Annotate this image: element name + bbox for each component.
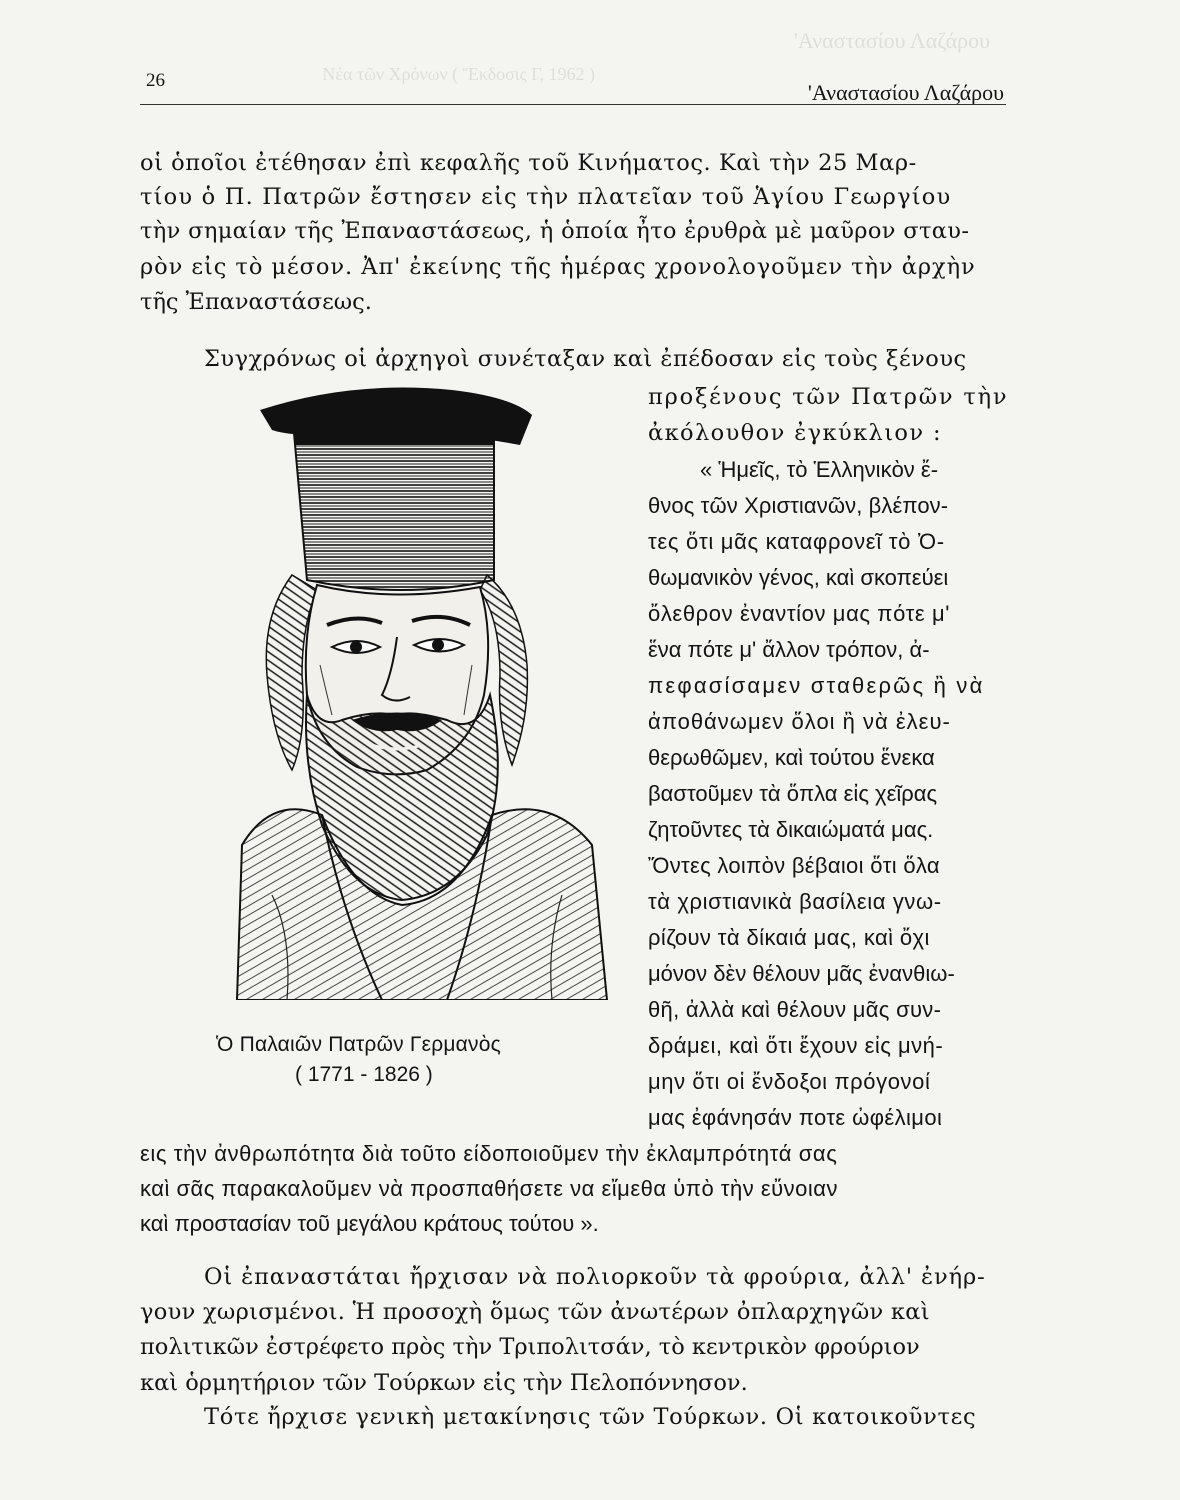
text-line: τῆς Ἐπαναστάσεως. [140,289,372,315]
quote-line: θωμανικὸν γένος, καὶ σκοπεύει [648,565,949,590]
running-head: 'Αναστασίου Λαζάρου [807,80,1004,105]
text-line: τὴν σημαίαν τῆς Ἐπαναστάσεως, ἡ ὁποία ἦτο ἐρυθρὰ μὲ μαῦρον σταυ- [140,218,970,244]
quote-line: θνος τῶν Χριστιανῶν, βλέπον- [648,493,949,518]
text-line: γουν χωρισμένοι. Ἡ προσοχὴ ὅμως τῶν ἀνωτέρων ὀπλαρχηγῶν καὶ [140,1299,930,1325]
text-line: ἀκόλουθον ἐγκύκλιον : [648,420,942,446]
text-line: Τότε ἤρχισε γενικὴ μετακίνησις τῶν Τούρκων. Οἱ κατοικοῦντες [204,1404,977,1430]
text-line: Συγχρόνως οἱ ἀρχηγοὶ συνέταξαν καὶ ἐπέδοσαν εἰς τοὺς ξένους [204,346,967,372]
quote-line: εις τὴν ἀνθρωπότητα διὰ τοῦτο είδοποιοῦμεν τὴν ἐκλαμπρότητά σας [140,1141,838,1166]
quote-line: μόνον δὲν θέλουν μᾶς ἐνανθιω- [648,961,955,986]
quote-line: τὰ χριστιανικὰ βασίλεια γνω- [648,889,942,914]
quote-line: ὄλεθρον ἐναντίον μας πότε μ' [648,601,951,626]
figure-caption-dates: ( 1771 - 1826 ) [295,1063,433,1086]
text-line: πολιτικῶν ἐστρέφετο πρὸς τὴν Τριπολιτσάν, τὸ κεντρικὸν φρούριον [140,1334,920,1360]
quote-line: τες ὅτι μᾶς καταφρονεῖ τὸ Ὀ- [648,529,945,554]
quote-line: ρίζουν τὰ δίκαιά μας, καὶ ὄχι [648,925,930,950]
text-line: Οἱ ἐπαναστάται ἤρχισαν νὰ πολιορκοῦν τὰ φρούρια, ἀλλ' ἐνήρ- [204,1264,986,1290]
page-number: 26 [146,70,165,91]
text-line: οἱ ὁποῖοι ἐτέθησαν ἐπὶ κεφαλῆς τοῦ Κινήματος. Καὶ τὴν 25 Μαρ- [140,150,917,176]
text-line: καὶ ὁρμητήριον τῶν Τούρκων εἰς τὴν Πελοπόννησον. [140,1370,748,1396]
quote-line: ἕνα πότε μ' ἄλλον τρόπον, ἀ- [648,637,930,662]
quote-line: βαστοῦμεν τὰ ὅπλα εἰς χεῖρας [648,781,938,806]
portrait-engraving [232,375,612,1000]
quote-line: « Ἡμεῖς, τὸ Ἑλληνικὸν ἔ- [700,457,939,482]
quote-line: Ὄντες λοιπὸν βέβαιοι ὅτι ὅλα [648,853,940,878]
quote-line: καὶ σᾶς παρακαλοῦμεν νὰ προσπαθήσετε να εἴμεθα ὑπὸ τὴν εὔνοιαν [140,1176,839,1201]
header-rule [140,104,1006,105]
quote-line: θῆ, ἀλλὰ καὶ θέλουν μᾶς συν- [648,997,942,1022]
quote-line: ἀποθάνωμεν ὅλοι ἢ νὰ ἐλευ- [648,709,951,734]
text-line: τίου ὁ Π. Πατρῶν ἔστησεν εἰς τὴν πλατεῖαν τοῦ Ἁγίου Γεωργίου [140,184,952,210]
figure-caption-name: Ὁ Παλαιῶν Πατρῶν Γερμανὸς [216,1033,501,1056]
show-through-text: 'Αναστασίου Λαζάρου [793,28,990,53]
quote-line: καὶ προστασίαν τοῦ μεγάλου κράτους τούτου ». [140,1211,599,1236]
quote-line: μην ὅτι οἱ ἔνδοξοι πρόγονοί [648,1069,931,1094]
kalimavkion-hat [260,388,532,591]
quote-line: μας ἐφάνησάν ποτε ὠφέλιμοι [648,1105,943,1130]
quote-line: θερωθῶμεν, καὶ τούτου ἕνεκα [648,745,935,770]
text-line: ρὸν εἰς τὸ μέσον. Ἀπ' ἐκείνης τῆς ἡμέρας χρονολογοῦμεν τὴν ἀρχὴν [140,254,976,280]
quote-line: δράμει, καὶ ὅτι ἔχουν εἰς μνή- [648,1033,944,1058]
text-line: προξένους τῶν Πατρῶν τὴν [648,384,1009,410]
show-through-text: Νέα τῶν Χρόνων ( Ἔκδοσις Γ, 1962 ) [322,64,595,84]
quote-line: ζητοῦντες τὰ δικαιώματά μας. [648,817,934,842]
quote-line: πεφασίσαμεν σταθερῶς ἢ νὰ [648,673,985,698]
